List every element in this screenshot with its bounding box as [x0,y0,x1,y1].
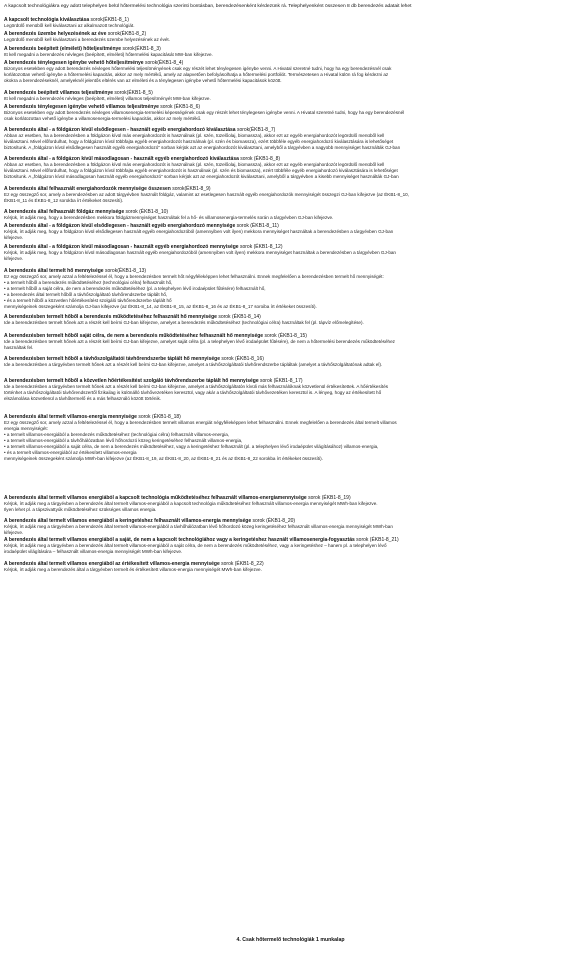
section-body-line: Legördülő menüből kell kiválasztani a berendezés üzembe helyezésének az évét. [4,37,170,43]
instruction-section [4,518,577,536]
instruction-section [4,90,577,102]
section-body-line: használtak fel. [4,345,34,351]
section-body-line: mennyiségeinek összegeként számolja GJ-ban kifejezve (az ÉKB1-8_14, az ÉKB1-8_15, az ÉKB1-8_16 és az ÉKB1-8_17 soroiba írt értékeket összesíti). [4,304,317,310]
section-row-ref: sorok (ÉKB1-8_8) [240,156,281,162]
instruction-section [4,561,577,573]
section-body-line: Ide a berendezésben termelt hőnek azt a részét kell beírni GJ-ban kifejezve, amelyet a berendezés működtetéséhez (technológiai célra) használtak fel (pl. tápvíz előmelegítése). [4,320,364,326]
instruction-section [4,378,577,402]
section-body-line: Legördülő menüből kell kiválasztani az alkalmazott technológiát. [4,23,135,29]
section-body-line: kifejezve. [4,256,24,262]
section-body-line: elszámolása közvetlenül a távhőtermelő és a más felhasználó között történik. [4,396,162,402]
section-title: A berendezés ténylegesen igénybe vehető villamos teljesítménye [4,104,159,110]
section-body-line: • a termelt villamos-energiából a távhőhálózatban lévő hőhordozó közeg keringetéséhez felhasznált villamos-energia, [4,438,243,444]
section-row-ref: sorok(ÉKB1-8_9) [172,186,211,192]
section-body-line: kiválasztani. Mivel előfordulhat, hogy a földgázon kívül többfajta egyéb energiahordozót is használnak (pl. szén és biomassza), ezért többféle egyéb energiahordozó kiválasztására is lehetőséget [4,168,398,174]
section-row-ref: sorok (ÉKB1-8_19) [308,495,351,501]
section-row-ref: sorok(ÉKB1-8_3) [122,46,161,52]
section-body-line: • és a termelt hőből a közvetlen hőértékesítést szolgáló távhőrendszerbe táplált hő [4,298,172,304]
instruction-section [4,268,577,310]
section-title: A berendezés által felhasznált energiahordozók mennyisége összesen [4,186,171,192]
section-body-line: okokra a berendezéseknél, amelyeknél jelentős eltérés van az elméleti és a ténylegesen igénybe vehető hőtermelési kapacitások között. [4,78,282,84]
section-row-ref: sorok (ÉKB1-8_14) [218,314,261,320]
section-body-line: Abban az esetben, ha a berendezésben a földgázon kívül más energiahordozót is használnak (pl. szén, tüzelőolaj, biomassza), akkor ezt az egyéb energiahordozót legördülő menüből kell [4,133,385,139]
section-body-line: Ez egy összegző sor, amely a berendezésben az adott tárgyévben használt földgáz, valamint az esetlegesen használt egyéb energiahordozók mennyiségét összegzi GJ-ban kifejezve (az ÉKB1-8_10, [4,192,409,198]
instruction-section [4,495,577,513]
section-title: A berendezés által termelt villamos energiából a saját, de nem a kapcsolt technológiához vagy a keringetéshez használt villamosenergia-fogyasztás [4,537,355,543]
instruction-section [4,209,577,221]
section-body [4,52,577,58]
section-title: A berendezés üzembe helyezésének az éve [4,31,107,37]
section-body [4,215,577,221]
section-title: A berendezés által termelt villamos energiából a keringetéshez felhasznált villamos-energia mennyisége [4,518,252,524]
section-title: A berendezés által termelt villamos energiából az értékesített villamos-energia mennyisége [4,561,220,567]
instruction-section [4,156,577,180]
section-title: A berendezés ténylegesen igénybe vehető hőteljesítménye [4,60,144,66]
section-body-line: Abban az esetben, ha a berendezésben a földgázon kívül más energiahordozót is használnak (pl. szén, tüzelőolaj, biomassza), akkor ezt az egyéb energiahordozót legördülő menüből kell [4,162,385,168]
sheet-footer: 4. Csak hőtermelő technológiák 1 munkalap [236,937,345,943]
instruction-section [4,17,577,29]
section-body-line: Kérjük, írt adják meg, hogy a berendezésben mekkora földgázmennyiséget használtak fel a hő- és villamosenergia-termelés során a tárgyévben GJ-ban kifejezve. [4,215,334,221]
section-body-line: • a termelt hőből a saját célra, de nem a berendezés működtetéséhez (pl. a telephelyen lévő irodaépület fűtésére) felhasznált hő, [4,286,266,292]
section-title: A berendezés által - a földgázon kívül elsődlegesen - használt egyéb energiahordozó kiválasztása [4,127,236,133]
section-title: A berendezésben termelt hőből a távhőszolgáltatói távhőrendszerbe táplált hő mennyisége [4,356,220,362]
section-body-line: • a berendezés által termelt hőből a távhőszolgáltató távhőrendszerbe táplált hő, [4,292,168,298]
section-body-line: Ilyen lehet pl. a tápszivattyúk működtetéséhez szükséges villamos energia. [4,507,157,513]
section-body [4,339,577,351]
section-body-line: mennyiségeinek összegeként számolja MWh-ban kifejezve (az ÉKB1-8_19, az ÉKB1-8_20, az ÉKB1-8_21 és az ÉKB1-8_22 sorokba írt értékeket összesíti). [4,456,323,462]
section-title: A berendezésben termelt hőből a közvetlen hőértékesítést szolgáló távhőrendszerbe táplált hő mennyisége [4,378,259,384]
section-title: A berendezés által termelt villamos energiából a kapcsolt technológia működtetéséhez felhasznált villamos-energiamennyisége [4,495,307,501]
instruction-section [4,244,577,262]
section-body [4,23,577,29]
section-body-line: Ide a berendezésben a tárgyévben termelt hőnek azt a részét kell beírni GJ-ban kifejezve, amelyet a távhőszolgáltatói távhőrendszerbe tápláltak (amelyet a távhőszolgáltatónak adtak el). [4,362,383,368]
section-body-line: biztosítunk. A „földgázon kívül elsődlegesen használt egyéb energiahordozó" sorban kérjük azt az energiahordozót kiválasztani, amelyből a tárgyévben a nagyobb mennyiséget használták GJ-ban [4,145,401,151]
section-body [4,37,577,43]
section-row-ref: sorok (ÉKB1-8_11) [236,223,279,229]
section-body [4,133,577,151]
section-body-line: • a termelt hőből a berendezés működtetéséhez (technológiai célra) felhasznált hő, [4,280,173,286]
intro-text: A kapcsolt technológiákra egy adott telephelyen belül hőtermelési technológia szerinti bontásban, berendezésenként kérdezünk rá. Telephelyenként összesen 8 db berendezés adatait lehet [4,4,412,9]
section-title: A berendezés által - a földgázon kívül másodlagosan - használt egyéb energiahordozó mennyisége [4,244,239,250]
instruction-section [4,46,577,58]
section-row-ref: sorok(ÉKB1-8_5) [114,90,153,96]
section-body [4,162,577,180]
section-row-ref: sorok(ÉKB1-8_7) [236,127,276,133]
instruction-section [4,333,577,351]
section-body-line: energia mennyiségét: [4,426,48,432]
section-body-line: Itt kell megadni a berendezés névleges (beépített, elméleti) hőtermelési kapacitását MW-ban kifejezve. [4,52,213,58]
section-body-line: történhet a távhőszolgáltatói távhőrendszertől fizikailag is különálló távhővezetéken keresztül, vagy akár a távhőszolgáltatói távhővezetéken keresztül is. A lényeg, hogy az értékesített hő [4,390,382,396]
instruction-section [4,31,577,43]
section-row-ref: sorok (ÉKB1-8_10) [125,209,169,215]
instruction-section [4,356,577,368]
section-body-line: Kérjük, írt adják meg a tárgyévben a berendezés által termelt villamos-energiából a kapcsolt technológia működtetéséhez felhasznált villamos-energia mennyiségét MWh-ban kifejezve. [4,501,378,507]
section-body [4,524,577,536]
section-body-line: kiválasztani. Mivel előfordulhat, hogy a földgázon kívül többfajta egyéb energiahordozót használnak (pl. szén és biomassza), ezért többféle egyéb energiahordozó kiválasztására is lehetőséget [4,139,394,145]
section-title: A berendezés által felhasznált földgáz mennyisége [4,209,125,215]
instruction-section [4,414,577,462]
section-title: A berendezés beépített villamos teljesítménye [4,90,114,96]
section-title: A berendezésben termelt hőből a berendezés működtetéséhez felhasznált hő mennyisége [4,314,217,320]
section-body-line: kifejezve. [4,530,24,536]
section-row-ref: sorok (ÉKB1-8_6) [160,104,201,110]
section-body-line: Bizonyos esetekben egy adott berendezés névleges villamosenergia-termelési képességének csak egy részét lehet ténylegesen igénybe venni. A Hivatal szeretné tudni, hogy ha egy berendezésnél [4,110,405,116]
section-body [4,384,577,402]
section-row-ref: sorok (ÉKB1-8_17) [260,378,303,384]
section-body-line: Ez egy összegző sor, amely azzal a feltételezéssel él, hogy a berendezésben termelt hőt négyféleképpen lehet felhasználni. Ennek megfelelően a berendezésben termelt hő mennyiségét: [4,274,384,280]
instruction-section [4,127,577,151]
section-body-line: biztosítunk. A „földgázon kívül másodlagosan használt egyéb energiahordozó" sorban kérjük azt az energiahordozót kiválasztani, amelyből a tárgyévben a kisebb mennyiséget használták GJ-ban [4,174,399,180]
section-row-ref: sorok (ÉKB1-8_12) [239,244,283,250]
section-body-line: korlátozottan vehető igénybe a hőtermelési kapacitás, akkor az mely mértékű, amely az alapvetően befolyásolhatja a hőtermelési portfoliót. Természetesen a Hivatal külön rá fog kérdezni az [4,72,389,78]
section-body-line: Ide a berendezésben termelt hőnek azt a részét kell beírni GJ-ban kifejezve, amelyet saját célra (pl. a telephelyen lévő irodaépület fűtésére), de nem a hőtermelési berendezés működtetéséhez [4,339,395,345]
section-body [4,66,577,84]
section-body-line: Kérjük, írt adják meg a tárgyévben a berendezés által termelt villamos-energiából a saját célra, de nem a berendezés működtetéséhez, vagy a keringetéshez – hanem pl. a telephelyen lévő [4,543,387,549]
section-body [4,250,577,262]
section-title: A berendezés által - a földgázon kívül másodlagosan - használt egyéb energiahordozó kiválasztása [4,156,239,162]
section-body [4,543,577,555]
section-body [4,567,577,573]
section-body [4,362,577,368]
instruction-section [4,537,577,555]
instruction-section [4,186,577,204]
section-body-line: Kérjük, írt adják meg a berendezés által a tárgyévben termelt és értékesített villamos-energia mennyiségét MWh-ban kifejezve. [4,567,262,573]
section-body [4,229,577,241]
section-body [4,192,577,204]
section-row-ref: sorok (ÉKB1-8_15) [264,333,307,339]
section-row-ref: sorok(ÉKB1-8_13) [104,268,147,274]
section-body-line: Kérjük, írt adják meg, hogy a földgázon kívül másodlagosan használt egyéb energiahordozóból (amennyiben volt ilyen) mekkora mennyiséget használtak a berendezésben a tárgyévben GJ-ban [4,250,396,256]
section-body-line: csak korlátozottan vehető igénybe a villamosenergia-termelési kapacitás, akkor az mely mértékű. [4,116,202,122]
instruction-section [4,60,577,84]
section-body [4,110,577,122]
section-title: A berendezés által - a földgázon kívül elsődlegesen - használt egyéb energiahordozó mennyisége [4,223,236,229]
section-body-line: kifejezve. [4,235,24,241]
instruction-section [4,223,577,241]
section-body-line: • a termelt villamos-energiából a saját célra, de nem a berendezés működtetéséhez, vagy a keringetéshez felhasznált (pl. a telephelyen lévő irodaépület világításához) villamos-energia, [4,444,379,450]
section-row-ref: sorok(ÉKB1-8_2) [107,31,147,37]
section-row-ref: sorok(ÉKB1-8_4) [144,60,184,66]
section-body-line: Kérjük, írt adják meg a tárgyévben a berendezés által termelt villamos-energiából a távhőhálózatban lévő hőhordozó közeg keringetéséhez felhasznált villamos-energia mennyiségét MWh-ban [4,524,393,530]
section-row-ref: sorok(ÉKB1-8_1) [90,17,129,23]
section-body [4,274,577,310]
section-row-ref: sorok (ÉKB1-8_20) [252,518,296,524]
section-title: A berendezésben termelt hőből saját célra, de nem a berendezés működtetéséhez felhasznált hő mennyisége [4,333,264,339]
section-body-line: • és a termelt villamos-energiából az értékesített villamos-energia [4,450,137,456]
section-body-line: irodaépület világítására – felhasznált villamos-energia mennyiségét MWh-ban kifejezve. [4,549,183,555]
section-title: A berendezés beépített (elméleti) hőteljesítménye [4,46,122,52]
section-body-line: Itt kell megadni a berendezés névleges (beépített, elméleti) villamos teljesítményét MW-ban kifejezve. [4,96,211,102]
section-body-line: • a termelt villamos-energiából a berendezés működtetéséhez (technológiai célra) felhasznált villamos-energia, [4,432,230,438]
section-row-ref: sorok (ÉKB1-8_21) [356,537,399,543]
section-body-line: Ez egy összegző sor, amely azzal a feltételezéssel él, hogy a berendezésben termelt villamos energiát négyféleképpen lehet felhasználni. Ennek megfelelően a berendezés által termelt villamos [4,420,397,426]
instruction-section [4,104,577,122]
section-row-ref: sorok (ÉKB1-8_16) [221,356,264,362]
section-row-ref: sorok (ÉKB1-8_22) [221,561,264,567]
section-title: A kapcsolt technológia kiválasztása [4,17,90,23]
section-body [4,420,577,462]
section-body [4,501,577,513]
section-title: A berendezés által termelt villamos-energia mennyisége [4,414,137,420]
section-body-line: Kérjük, írt adják meg, hogy a földgázon kívül elsődlegesen használt egyéb energiahordozóból (amennyiben volt ilyen) mekkora mennyiséget használtak a berendezésben a tárgyévben GJ-ban [4,229,394,235]
section-body-line: Ide a berendezésben a tárgyévben termelt hőnek azt a részét kell beírni GJ-ban kifejezve, amelyet a távhőszolgáltatón kívüli más felhasználóknak közvetlenül értékesítettek. A hőértékesítés [4,384,389,390]
section-body [4,320,577,326]
instruction-section [4,314,577,326]
section-body-line: ÉKB1-8_11 és ÉKB1-8_12 sorokba írt értékeket összesíti). [4,198,124,204]
section-body [4,96,577,102]
section-title: A berendezés által termelt hő mennyisége [4,268,104,274]
section-row-ref: sorok (ÉKB1-8_18) [138,414,181,420]
section-body-line: Bizonyos esetekben egy adott berendezés névleges hőtermelési teljesítményének csak egy részét lehet ténylegesen igénybe venni. A Hivatal szeretné tudni, hogy ha egy berendezésnél csak [4,66,392,72]
